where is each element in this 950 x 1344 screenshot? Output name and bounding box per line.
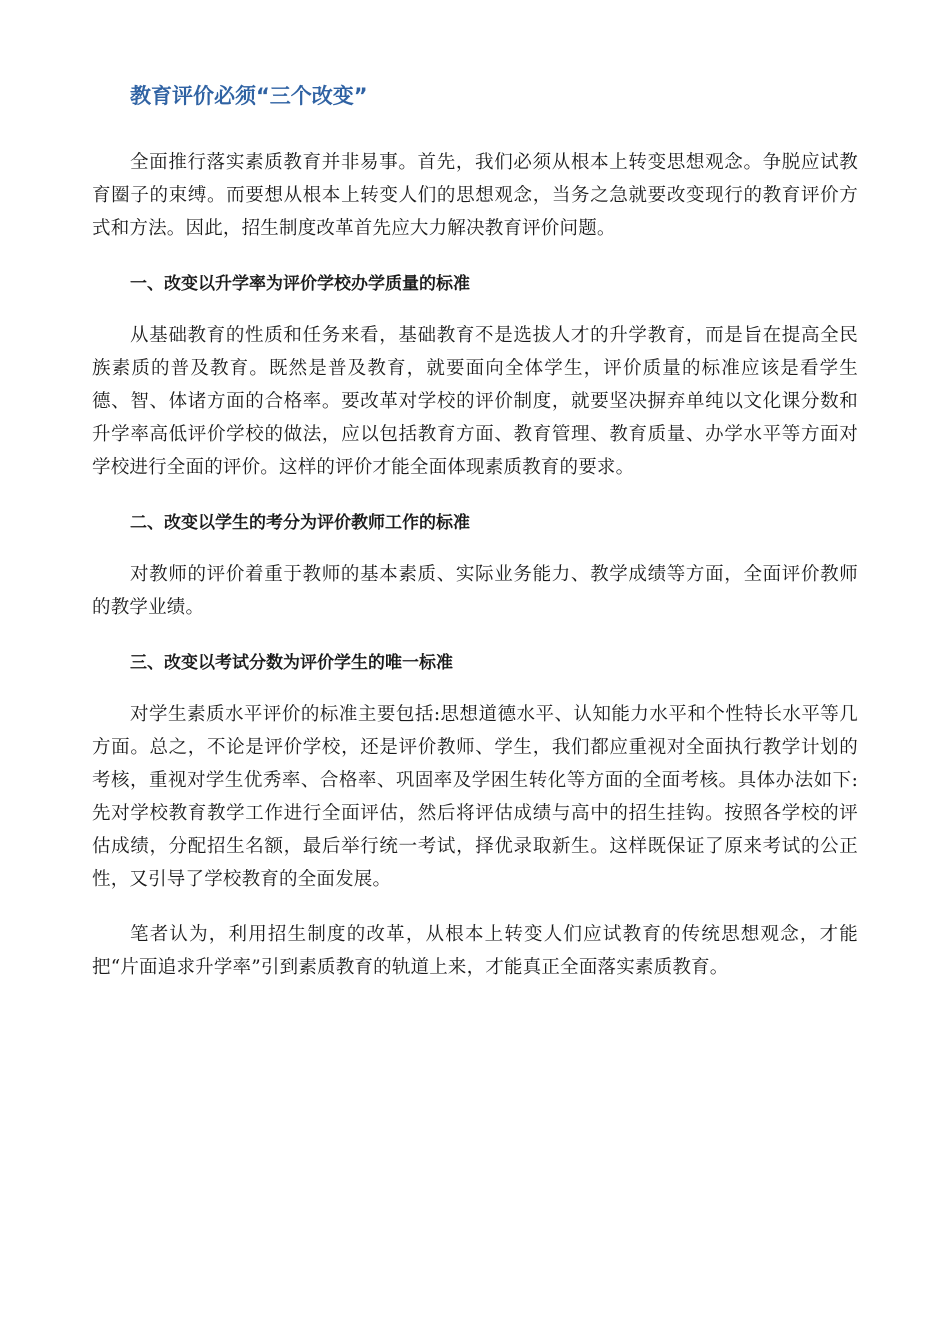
spacer (92, 680, 858, 698)
section-heading-1: 一、改变以升学率为评价学校办学质量的标准 (130, 274, 470, 294)
section-body-3: 对学生素质水平评价的标准主要包括:思想道德水平、认知能力水平和个性特长水平等几方面。总之，不论是评价学校，还是评价教师、学生，我们都应重视对全面执行教学计划的考核，重视对学生优秀率、合格率、巩固率及学困生转化等方面的全面考核。具体办法如下:先对学校教育教学工作进行全面评估，然后将评估成绩与高中的招生挂钩。按照各学校的评估成绩，分配招生名额，最后举行统一考试，择优录取新生。这样既保证了原来考试的公正性，又引导了学校教育的全面发展。 (92, 704, 858, 890)
document-title: 教育评价必须“三个改变” (130, 84, 368, 108)
section-body-2: 对教师的评价着重于教师的基本素质、实际业务能力、教学成绩等方面，全面评价教师的教学业绩。 (92, 564, 858, 618)
document-content (92, 76, 858, 984)
spacer (92, 301, 858, 319)
spacer (92, 624, 858, 646)
intro-paragraph: 全面推行落实素质教育并非易事。首先，我们必须从根本上转变思想观念。争脱应试教育圈子的束缚。而要想从根本上转变人们的思想观念，当务之急就要改变现行的教育评价方式和方法。因此，招生制度改革首先应大力解决教育评价问题。 (92, 152, 858, 239)
section-body-1: 从基础教育的性质和任务来看，基础教育不是选拔人才的升学教育，而是旨在提高全民族素质的普及教育。既然是普及教育，就要面向全体学生，评价质量的标准应该是看学生德、智、体诸方面的合格率。要改革对学校的评价制度，就要坚决摒弃单纯以文化课分数和升学率高低评价学校的做法，应以包括教育方面、教育管理、教育质量、办学水平等方面对学校进行全面的评价。这样的评价才能全面体现素质教育的要求。 (92, 325, 858, 478)
spacer (92, 896, 858, 918)
spacer (92, 484, 858, 506)
spacer (92, 116, 858, 146)
spacer (92, 245, 858, 267)
conclusion-paragraph: 笔者认为，利用招生制度的改革，从根本上转变人们应试教育的传统思想观念，才能把“片面追求升学率”引到素质教育的轨道上来，才能真正全面落实素质教育。 (92, 924, 858, 978)
section-heading-3: 三、改变以考试分数为评价学生的唯一标准 (130, 653, 453, 673)
section-heading-2: 二、改变以学生的考分为评价教师工作的标准 (130, 513, 470, 533)
spacer (92, 540, 858, 558)
